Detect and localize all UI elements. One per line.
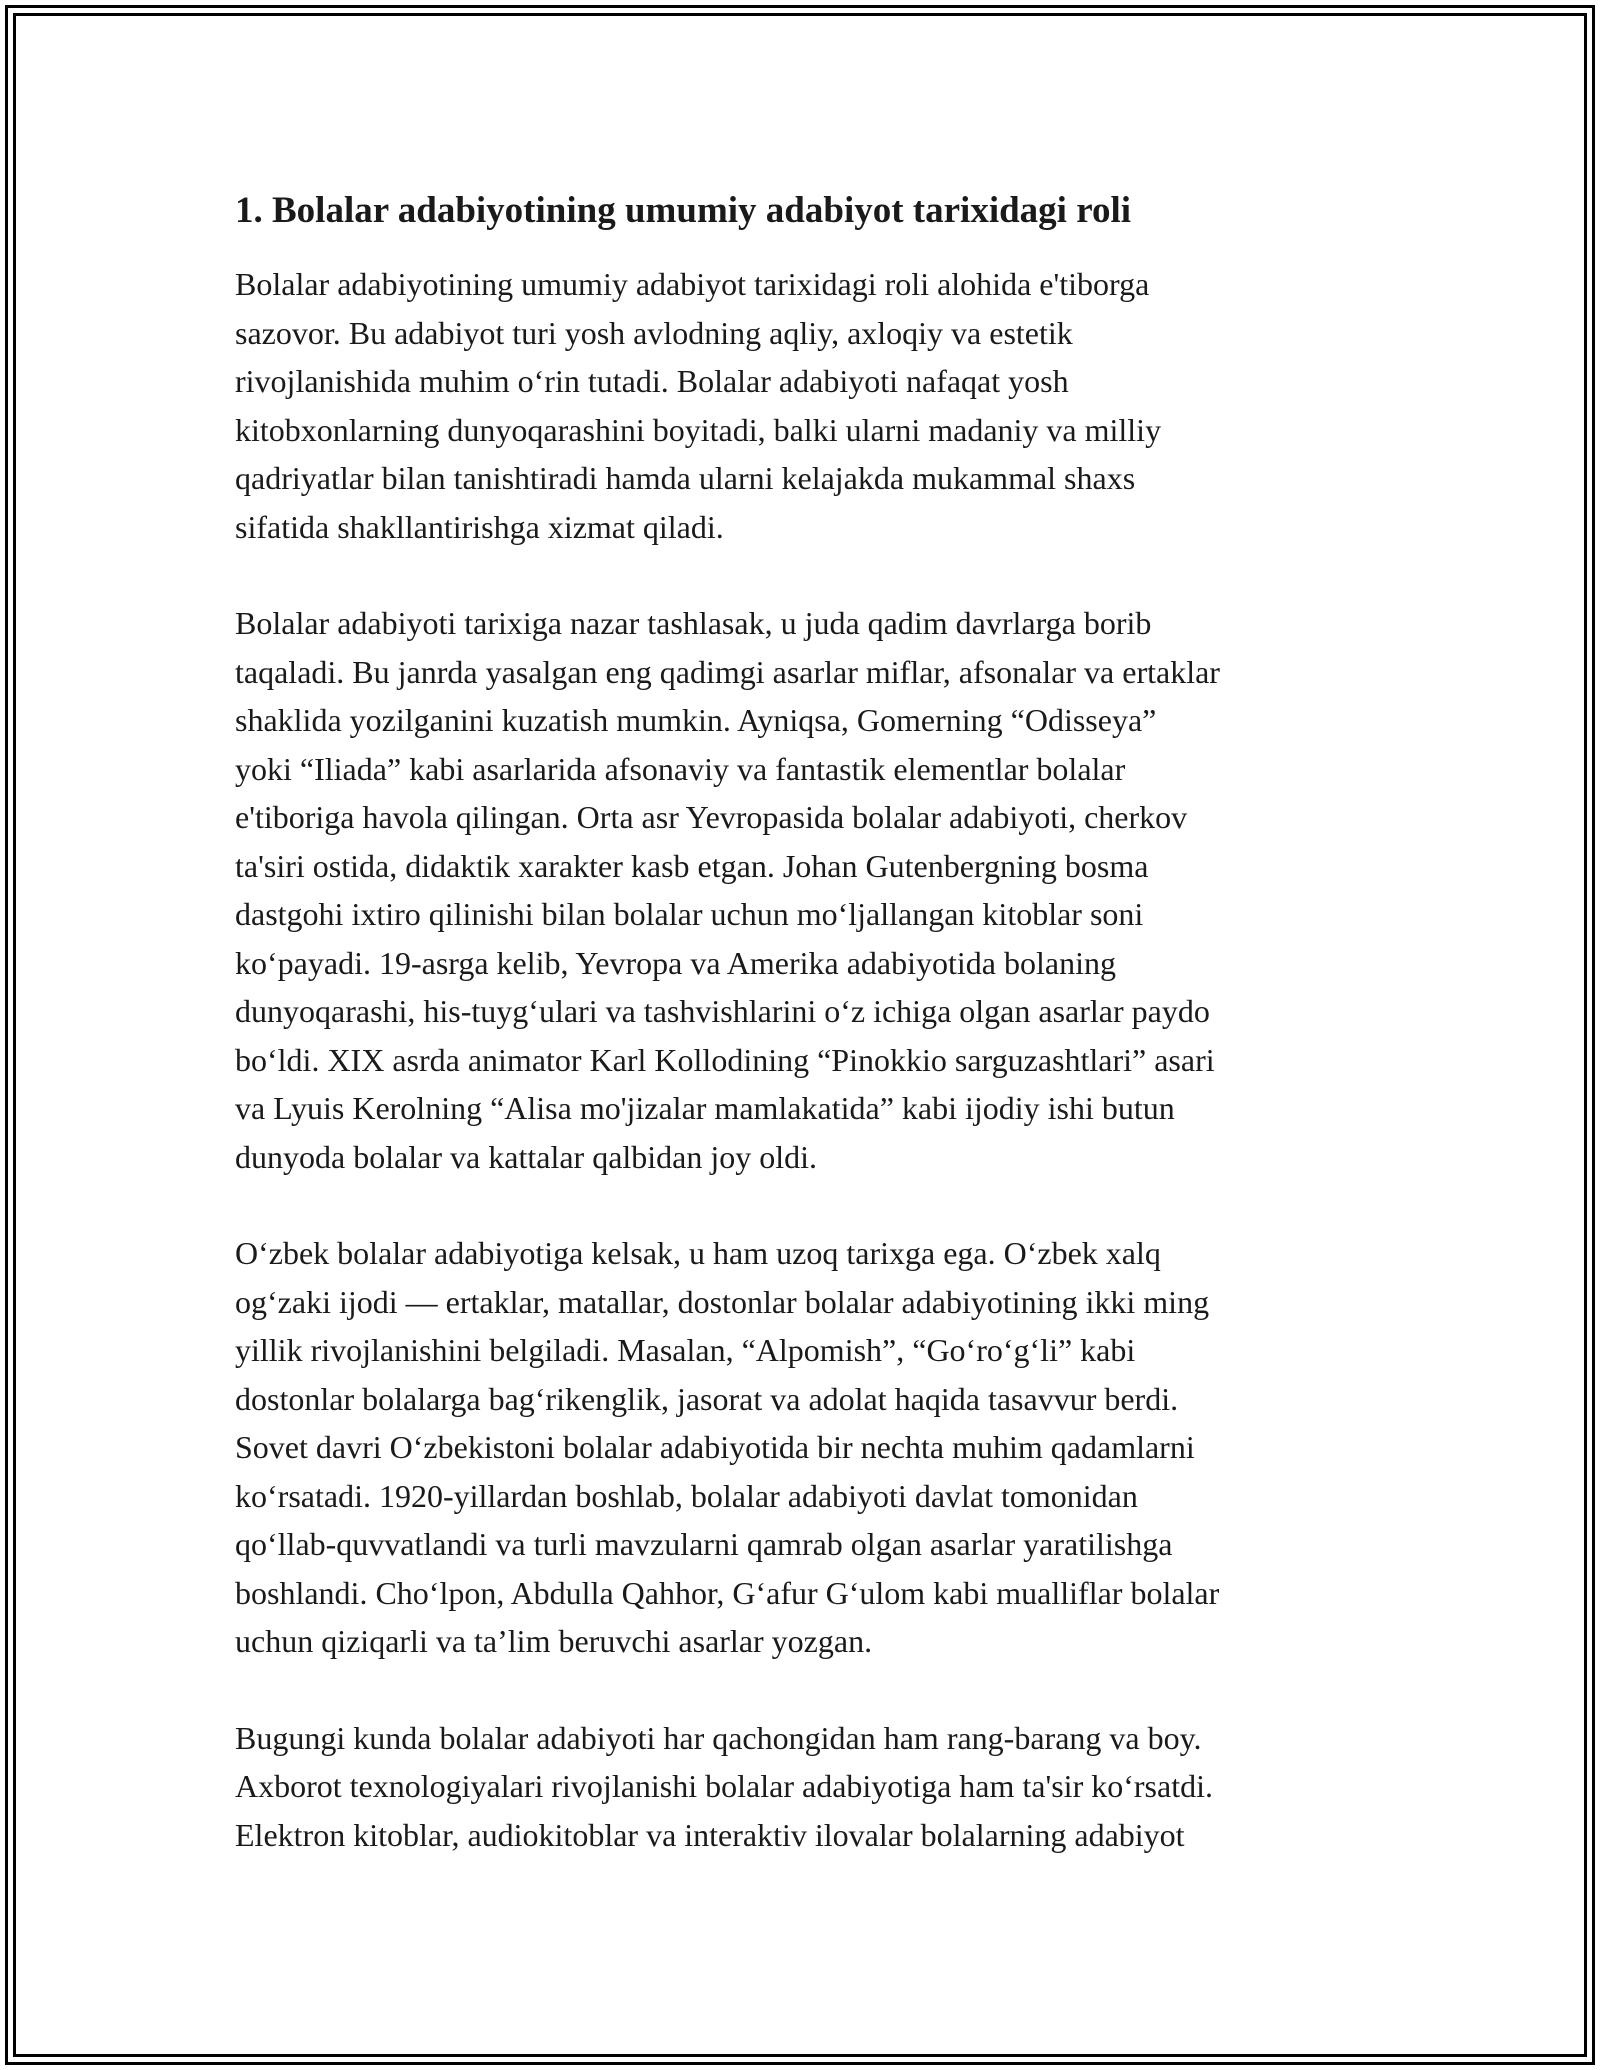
paragraph-1 [235,260,1385,551]
text-line: bo‘ldi. XIX asrda animator Karl Kollodining “Pinokkio sarguzashtlari” asari [235,1041,1215,1078]
text-line: Elektron kitoblar, audiokitoblar va interaktiv ilovalar bolalarning adabiyot [235,1816,1185,1853]
text-line: O‘zbek bolalar adabiyotiga kelsak, u ham uzoq tarixga ega. O‘zbek xalq [235,1235,1161,1271]
text-line: va Lyuis Kerolning “Alisa mo'jizalar mamlakatida” kabi ijodiy ishi butun [235,1090,1175,1126]
text-line: qadriyatlar bilan tanishtiradi hamda ularni kelajakda mukammal shaxs [235,460,1136,496]
section-title: 1. Bolalar adabiyotining umumiy adabiyot tarixidagi roli [235,190,1132,231]
text-line: taqaladi. Bu janrda yasalgan eng qadimgi asarlar miflar, afsonalar va ertaklar [235,653,1220,690]
text-line: og‘zaki ijodi — ertaklar, matallar, dostonlar bolalar adabiyotining ikki ming [235,1283,1210,1320]
text-line: dastgohi ixtiro qilinishi bilan bolalar uchun mo‘ljallangan kitoblar soni [235,896,1144,932]
text-line: ko‘payadi. 19-asrga kelib, Yevropa va Amerika adabiyotida bolaning [235,944,1116,981]
text-line: dunyoqarashi, his-tuyg‘ulari va tashvishlarini o‘z ichiga olgan asarlar paydo [235,993,1210,1029]
text-line: Bugungi kunda bolalar adabiyoti har qachongidan ham rang-barang va boy. [235,1719,1202,1756]
text-line: kitobxonlarning dunyoqarashini boyitadi, balki ularni madaniy va milliy [235,411,1162,448]
text-line: sazovor. Bu adabiyot turi yosh avlodning aqliy, axloqiy va estetik [235,314,1073,351]
text-line: Bolalar adabiyoti tarixiga nazar tashlasak, u juda qadim davrlarga borib [235,605,1152,641]
text-line: dunyoda bolalar va kattalar qalbidan joy oldi. [235,1138,818,1175]
paragraph-3 [235,1229,1385,1666]
paragraph-4 [235,1714,1385,1860]
text-line: Sovet davri O‘zbekistoni bolalar adabiyotida bir nechta muhim qadamlarni [235,1429,1195,1465]
paragraph-2 [235,599,1385,1181]
text-line: boshlandi. Cho‘lpon, Abdulla Qahhor, G‘afur G‘ulom kabi mualliflar bolalar [235,1574,1220,1611]
text-line: qo‘llab-quvvatlandi va turli mavzularni qamrab olgan asarlar yaratilishga [235,1526,1173,1562]
text-line: dostonlar bolalarga bag‘rikenglik, jasorat va adolat haqida tasavvur berdi. [235,1380,1179,1417]
text-line: ta'siri ostida, didaktik xarakter kasb etgan. Johan Gutenbergning bosma [235,847,1149,884]
text-line: shaklida yozilganini kuzatish mumkin. Ayniqsa, Gomerning “Odisseya” [235,702,1157,738]
text-line: yillik rivojlanishini belgiladi. Masalan, “Alpomish”, “Go‘ro‘g‘li” kabi [235,1332,1136,1368]
text-line: Axborot texnologiyalari rivojlanishi bolalar adabiyotiga ham ta'sir ko‘rsatdi. [235,1768,1213,1804]
document-body [235,186,1385,1907]
text-line: ko‘rsatadi. 1920-yillardan boshlab, bolalar adabiyoti davlat tomonidan [235,1477,1138,1514]
text-line: Bolalar adabiyotining umumiy adabiyot tarixidagi roli alohida e'tiborga [235,266,1150,302]
text-line: yoki “Iliada” kabi asarlarida afsonaviy va fantastik elementlar bolalar [235,750,1126,787]
text-line: rivojlanishida muhim o‘rin tutadi. Bolalar adabiyoti nafaqat yosh [235,363,1069,399]
text-line: uchun qiziqarli va ta’lim beruvchi asarlar yozgan. [235,1623,873,1659]
text-line: sifatida shakllantirishga xizmat qiladi. [235,508,724,545]
text-line: e'tiboriga havola qilingan. Orta asr Yevropasida bolalar adabiyoti, cherkov [235,799,1188,835]
